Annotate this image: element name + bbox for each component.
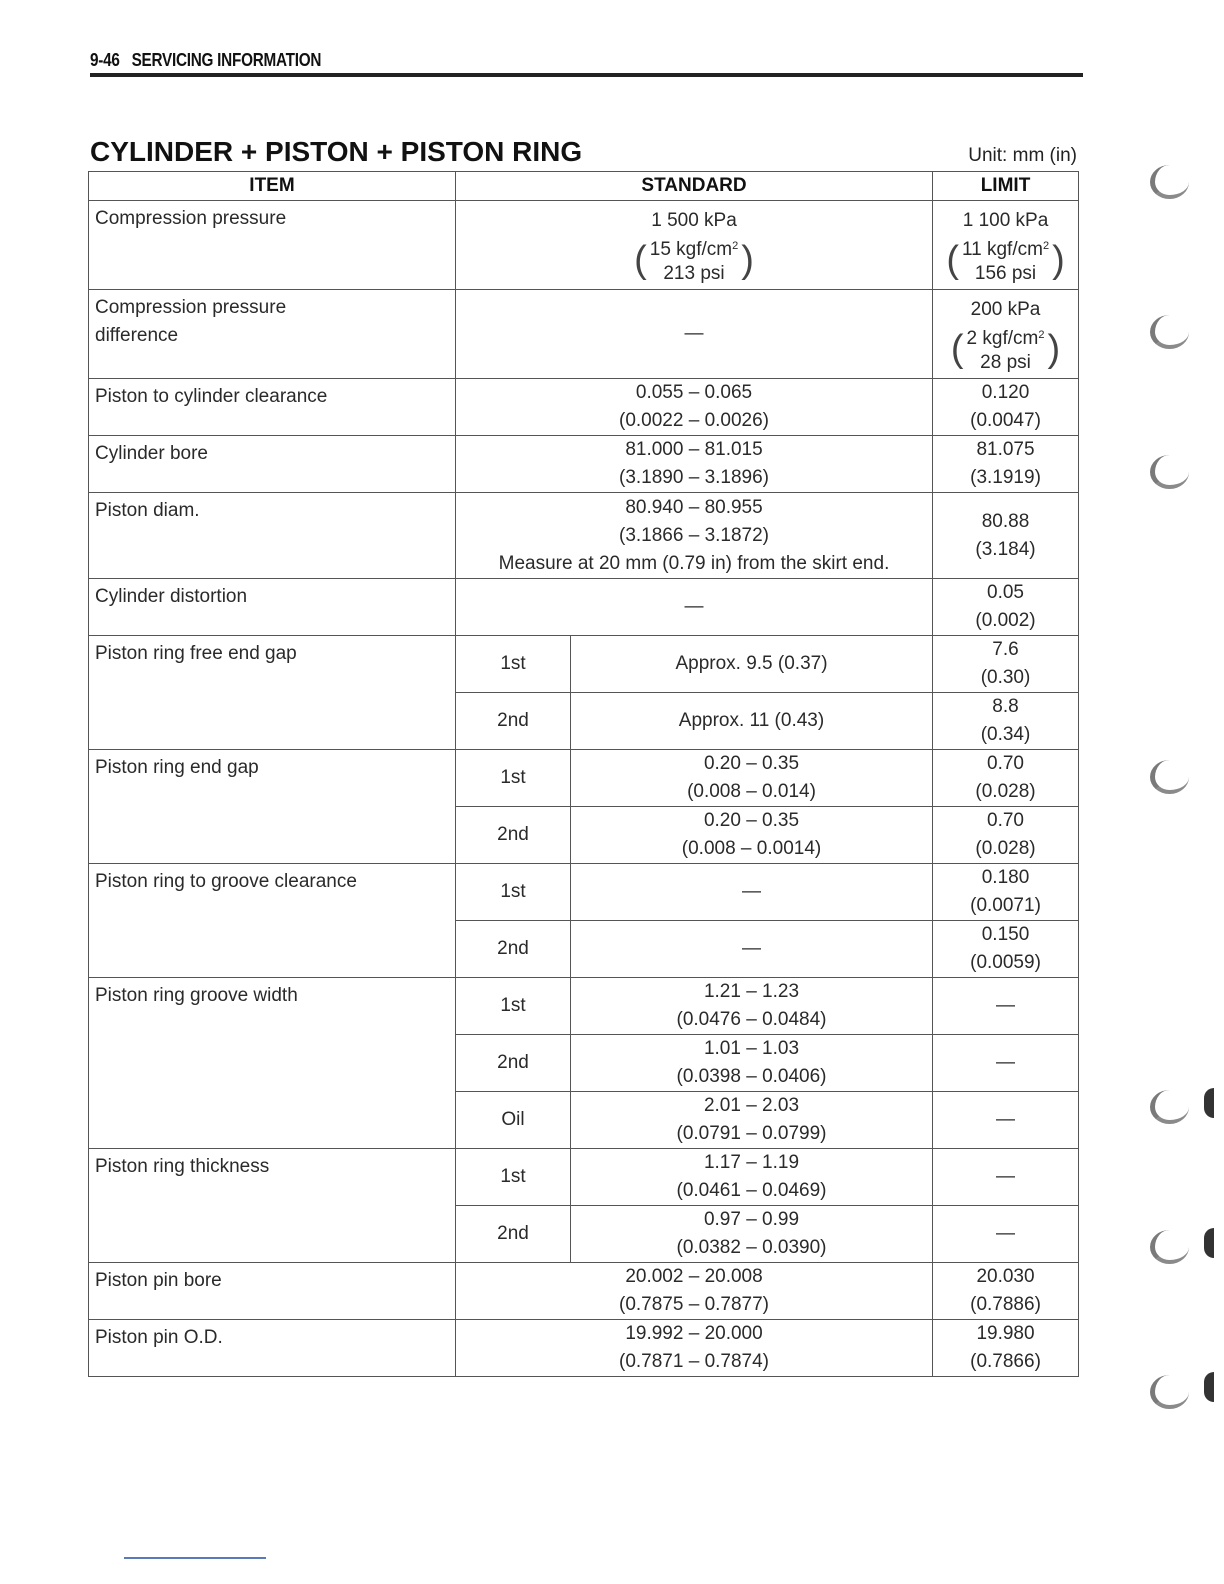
- table-title: CYLINDER + PISTON + PISTON RING: [90, 136, 583, 167]
- limit-cell: —: [933, 1149, 1079, 1206]
- std-cell: Approx. 11 (0.43): [571, 693, 933, 750]
- limit-cell: 20.030 (0.7886): [933, 1263, 1079, 1320]
- binder-edge-mark: [1204, 1228, 1214, 1258]
- section-title: SERVICING INFORMATION: [131, 50, 322, 70]
- item-cell: Piston pin O.D.: [89, 1320, 456, 1377]
- std-cell: —: [456, 290, 933, 379]
- item-line: difference: [95, 325, 179, 346]
- std-cell: 81.000 – 81.015 (3.1890 – 3.1896): [456, 436, 933, 493]
- ring-cell: 2nd: [456, 807, 571, 864]
- limit-cell: 0.70 (0.028): [933, 807, 1079, 864]
- table-row: [89, 978, 1079, 1035]
- table-row: [89, 1320, 1079, 1377]
- limit-cell: —: [933, 1035, 1079, 1092]
- item-cell: Compression pressure: [89, 201, 456, 290]
- right-paren: ): [1052, 239, 1065, 281]
- item-cell: Piston pin bore: [89, 1263, 456, 1320]
- limit-cell: 81.075 (3.1919): [933, 436, 1079, 493]
- ring-cell: 2nd: [456, 1035, 571, 1092]
- ring-cell: 1st: [456, 1149, 571, 1206]
- item-cell: Cylinder bore: [89, 436, 456, 493]
- binder-tab-mark: [1150, 1230, 1189, 1264]
- std-line: 213 psi: [663, 263, 725, 284]
- col-standard: STANDARD: [456, 172, 933, 201]
- std-cell: —: [571, 864, 933, 921]
- ring-cell: 1st: [456, 864, 571, 921]
- std-line: 1 500 kPa: [651, 210, 737, 231]
- table-row: [89, 290, 1079, 379]
- right-paren: ): [1047, 328, 1061, 370]
- ring-cell: 2nd: [456, 921, 571, 978]
- ring-cell: 1st: [456, 636, 571, 693]
- std-cell: 0.20 – 0.35 (0.008 – 0.0014): [571, 807, 933, 864]
- limit-cell: 8.8 (0.34): [933, 693, 1079, 750]
- limit-paren-group: [946, 234, 1064, 286]
- std-paren-group: [634, 234, 754, 286]
- footer-line: [124, 1557, 266, 1559]
- spec-table: [88, 171, 1079, 1377]
- table-row: [89, 1149, 1079, 1206]
- limit-cell: 80.88 (3.184): [933, 493, 1079, 579]
- limit-cell: 0.70 (0.028): [933, 750, 1079, 807]
- table-row: [89, 379, 1079, 436]
- item-cell: Piston ring groove width: [89, 978, 456, 1149]
- item-cell: Piston ring end gap: [89, 750, 456, 864]
- table-header-row: [89, 172, 1079, 201]
- table-row: [89, 1263, 1079, 1320]
- limit-cell: 0.05 (0.002): [933, 579, 1079, 636]
- col-limit: LIMIT: [933, 172, 1079, 201]
- std-cell: 2.01 – 2.03 (0.0791 – 0.0799): [571, 1092, 933, 1149]
- col-item: ITEM: [89, 172, 456, 201]
- left-paren: (: [950, 328, 964, 370]
- std-cell: —: [456, 579, 933, 636]
- std-cell: 1.21 – 1.23 (0.0476 – 0.0484): [571, 978, 933, 1035]
- item-cell: Piston ring free end gap: [89, 636, 456, 750]
- table-row: [89, 436, 1079, 493]
- limit-line: 1 100 kPa: [962, 210, 1049, 231]
- limit-cell: 19.980 (0.7866): [933, 1320, 1079, 1377]
- item-cell: Piston diam.: [89, 493, 456, 579]
- superscript: 2: [1042, 240, 1050, 252]
- std-cell: 19.992 – 20.000 (0.7871 – 0.7874): [456, 1320, 933, 1377]
- ring-cell: Oil: [456, 1092, 571, 1149]
- limit-cell: 7.6 (0.30): [933, 636, 1079, 693]
- limit-cell: 0.120 (0.0047): [933, 379, 1079, 436]
- limit-cell: —: [933, 1206, 1079, 1263]
- table-row: [89, 750, 1079, 807]
- superscript: 2: [1038, 329, 1045, 341]
- binder-tab-mark: [1150, 760, 1189, 794]
- page-number: 9-46: [90, 50, 120, 70]
- ring-cell: 1st: [456, 978, 571, 1035]
- limit-line: 11 kgf/cm: [961, 239, 1043, 260]
- ring-cell: 2nd: [456, 693, 571, 750]
- limit-line: 200 kPa: [970, 299, 1041, 320]
- binder-edge-mark: [1204, 1088, 1214, 1118]
- left-paren: (: [946, 239, 959, 281]
- binder-edge-mark: [1204, 1372, 1214, 1402]
- std-cell: [456, 201, 933, 290]
- limit-cell: —: [933, 978, 1079, 1035]
- table-row: [89, 579, 1079, 636]
- page-header: [90, 50, 321, 71]
- std-line: 15 kgf/cm: [649, 239, 733, 260]
- superscript: 2: [732, 240, 739, 252]
- item-line: Compression pressure: [95, 297, 287, 318]
- table-row: [89, 201, 1079, 290]
- std-cell: 20.002 – 20.008 (0.7875 – 0.7877): [456, 1263, 933, 1320]
- std-cell: 80.940 – 80.955 (3.1866 – 3.1872) Measure at 20 mm (0.79 in) from the skirt end.: [456, 493, 933, 579]
- limit-cell: —: [933, 1092, 1079, 1149]
- std-cell: 0.97 – 0.99 (0.0382 – 0.0390): [571, 1206, 933, 1263]
- ring-cell: 1st: [456, 750, 571, 807]
- unit-label: Unit: mm (in): [968, 145, 1077, 166]
- table-row: [89, 493, 1079, 579]
- binder-tab-mark: [1150, 165, 1189, 199]
- item-cell: Piston ring to groove clearance: [89, 864, 456, 978]
- std-cell: 0.20 – 0.35 (0.008 – 0.014): [571, 750, 933, 807]
- ring-cell: 2nd: [456, 1206, 571, 1263]
- std-cell: 1.17 – 1.19 (0.0461 – 0.0469): [571, 1149, 933, 1206]
- std-cell: 0.055 – 0.065 (0.0022 – 0.0026): [456, 379, 933, 436]
- limit-line: 28 psi: [980, 352, 1031, 373]
- binder-tab-mark: [1150, 455, 1189, 489]
- right-paren: ): [741, 239, 754, 281]
- item-cell: Cylinder distortion: [89, 579, 456, 636]
- binder-tab-mark: [1150, 315, 1189, 349]
- item-cell: [89, 290, 456, 379]
- limit-line: 156 psi: [974, 263, 1037, 284]
- table-row: [89, 864, 1079, 921]
- limit-paren-group: [951, 323, 1060, 375]
- left-paren: (: [634, 239, 647, 281]
- table-row: [89, 636, 1079, 693]
- std-cell: 1.01 – 1.03 (0.0398 – 0.0406): [571, 1035, 933, 1092]
- binder-tab-mark: [1150, 1375, 1189, 1409]
- std-cell: Approx. 9.5 (0.37): [571, 636, 933, 693]
- binder-tab-mark: [1150, 1090, 1189, 1124]
- limit-line: 2 kgf/cm: [966, 328, 1039, 349]
- limit-cell: 0.180 (0.0071): [933, 864, 1079, 921]
- limit-cell: 0.150 (0.0059): [933, 921, 1079, 978]
- limit-cell: [933, 290, 1079, 379]
- item-cell: Piston to cylinder clearance: [89, 379, 456, 436]
- std-cell: —: [571, 921, 933, 978]
- header-rule: [90, 73, 1083, 77]
- item-cell: Piston ring thickness: [89, 1149, 456, 1263]
- limit-cell: [933, 201, 1079, 290]
